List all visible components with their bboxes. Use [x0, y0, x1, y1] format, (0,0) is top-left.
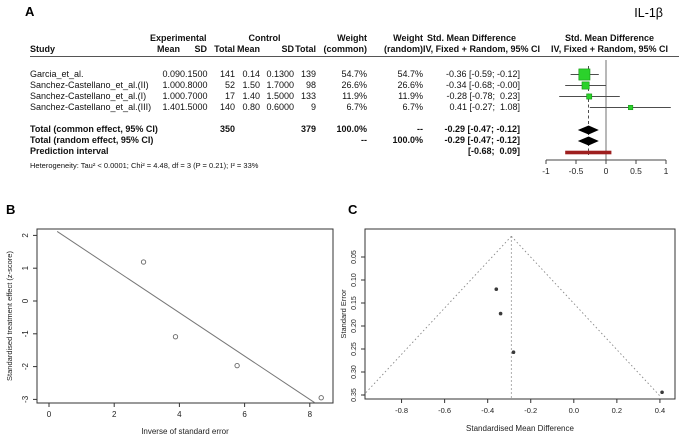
x-tick-label: 0.2 — [611, 406, 623, 415]
plot-box — [365, 229, 675, 399]
y-tick-label: 0.25 — [351, 342, 358, 356]
cell-e-sd: 0.1500 — [180, 69, 208, 79]
total-random-w-random: 100.0% — [392, 135, 423, 145]
prediction-interval-smd: [-0.68; 0.09] — [467, 146, 520, 156]
x-tick-label: 0 — [603, 166, 609, 176]
cell-e-total: 17 — [224, 91, 235, 101]
cell-w-random: 54.7% — [397, 69, 423, 79]
y-tick-label: 0 — [21, 298, 30, 304]
forest-plot — [540, 58, 679, 186]
x-tick-label: -0.2 — [524, 406, 538, 415]
data-point — [235, 363, 239, 367]
y-tick-label: 0.20 — [351, 319, 358, 333]
x-tick-label: 0.5 — [630, 166, 642, 176]
cell-w-random: 6.7% — [402, 102, 423, 112]
study-square — [579, 69, 590, 80]
heterogeneity-note: Heterogeneity: Tau² < 0.0001; Chi² = 4.48, df = 3 (P = 0.21); I² = 33% — [30, 161, 259, 170]
data-point — [141, 260, 145, 264]
cell-e-sd: 0.8000 — [180, 80, 208, 90]
forest-header-smd: Std. Mean Difference — [564, 33, 655, 43]
spacer-cell — [294, 146, 316, 157]
total-random-smd: -0.29 [-0.47; -0.12] — [444, 135, 520, 145]
cell-w-random: 26.6% — [397, 80, 423, 90]
cell-c-total: 133 — [300, 91, 316, 101]
x-tick-label: 8 — [307, 410, 313, 419]
table-row-study: Sanchez-Castellano_et_al.(I) — [30, 91, 147, 101]
cell-c-mean: 1.50 — [242, 80, 260, 90]
cell-smd: 0.41 [-0.27; 1.08] — [449, 102, 520, 112]
cell-smd: -0.34 [-0.68; -0.00] — [445, 80, 520, 90]
header-weight-common-2: (common) — [323, 44, 367, 54]
total-random-label: Total (random effect, 95% CI) — [30, 135, 154, 145]
table-row-study: Garcia_et_al. — [30, 69, 84, 79]
cell-w-common: 6.7% — [346, 102, 367, 112]
spacer-cell — [316, 146, 367, 157]
forest-header-model: IV, Fixed + Random, 95% CI — [551, 44, 668, 54]
spacer-cell — [235, 124, 260, 135]
x-tick-label: -0.6 — [438, 406, 452, 415]
cell-w-common: 54.7% — [341, 69, 367, 79]
header-ctl-total: Total — [295, 44, 316, 54]
cell-c-sd: 0.6000 — [266, 102, 294, 112]
x-axis-title: Inverse of standard error — [141, 427, 229, 436]
cell-c-total: 139 — [300, 69, 316, 79]
study-square — [587, 94, 592, 99]
study-square — [582, 82, 589, 89]
header-exp-sd: SD — [194, 44, 207, 54]
y-tick-label: 0.10 — [351, 273, 358, 287]
cell-w-common: 11.9% — [342, 91, 367, 101]
header-weight-common-1: Weight — [337, 33, 367, 43]
data-point — [499, 312, 503, 316]
y-tick-label: 0.35 — [351, 388, 358, 402]
x-tick-label: -0.8 — [395, 406, 409, 415]
y-tick-label: -3 — [21, 395, 30, 403]
total-common-e-total: 350 — [219, 124, 235, 134]
total-common-c-total: 379 — [300, 124, 316, 134]
data-point — [494, 287, 498, 291]
table-row-study: Sanchez-Castellano_et_al.(III) — [30, 102, 152, 112]
cell-c-mean: 1.40 — [242, 91, 260, 101]
study-square — [628, 105, 632, 109]
table-row-study: Sanchez-Castellano_et_al.(II) — [30, 80, 149, 90]
data-point — [173, 335, 177, 339]
header-rule — [30, 56, 679, 57]
figure-title-il1b: IL-1β — [634, 6, 663, 20]
cell-e-mean: 1.40 — [162, 102, 180, 112]
spacer-cell — [207, 146, 235, 157]
funnel-right-bound — [511, 236, 660, 396]
x-tick-label: 6 — [242, 410, 247, 419]
y-tick-label: 0.15 — [351, 296, 358, 310]
x-tick-label: 0.0 — [568, 406, 580, 415]
totals-gap — [30, 113, 520, 124]
header-exp-mean: Mean — [156, 44, 180, 54]
x-tick-label: -1 — [542, 166, 550, 176]
cell-smd: -0.28 [-0.78; 0.23] — [446, 91, 520, 101]
pooled-diamond — [578, 137, 599, 146]
spacer-cell — [294, 33, 316, 44]
header-smd-1: Std. Mean Difference — [426, 33, 517, 43]
header-smd-2: IV, Fixed + Random, 95% CI — [423, 44, 540, 54]
data-point — [319, 396, 323, 400]
header-ctl-mean: Mean — [236, 44, 260, 54]
cell-c-sd: 1.5000 — [266, 91, 294, 101]
cell-e-total: 140 — [219, 102, 235, 112]
y-tick-label: -2 — [21, 363, 30, 371]
cell-e-mean: 1.00 — [162, 91, 180, 101]
total-common-label: Total (common effect, 95% CI) — [30, 124, 158, 134]
cell-c-total: 98 — [305, 80, 316, 90]
y-tick-label: -1 — [21, 330, 30, 338]
spacer-cell — [260, 135, 294, 146]
header-study: Study — [30, 44, 56, 54]
cell-smd: -0.36 [-0.59; -0.12] — [445, 69, 520, 79]
y-axis-title: Standardised treatment effect (z-score) — [5, 251, 14, 381]
data-point — [660, 390, 664, 394]
regression-line — [57, 231, 315, 402]
cell-c-sd: 1.7000 — [266, 80, 294, 90]
prediction-interval-bar — [565, 151, 611, 155]
spacer-cell — [260, 146, 294, 157]
y-tick-label: 0.30 — [351, 365, 358, 379]
spacer-cell — [235, 135, 260, 146]
total-common-w-random: -- — [417, 124, 423, 134]
cell-c-mean: 0.80 — [242, 102, 260, 112]
x-tick-label: 0.4 — [654, 406, 666, 415]
x-tick-label: 1 — [663, 166, 669, 176]
spacer-cell — [207, 135, 235, 146]
data-point — [512, 350, 516, 354]
total-random-w-common: -- — [361, 135, 367, 145]
x-tick-label: 4 — [177, 410, 182, 419]
prediction-interval-label: Prediction interval — [30, 146, 109, 156]
cell-c-sd: 0.1300 — [266, 69, 294, 79]
y-tick-label: 2 — [21, 233, 30, 238]
x-tick-label: -0.4 — [481, 406, 495, 415]
header-ctl-sd: SD — [281, 44, 294, 54]
cell-e-total: 52 — [224, 80, 235, 90]
panel-c-label: C — [348, 202, 358, 217]
cell-c-total: 9 — [310, 102, 316, 112]
panel-b-label: B — [6, 202, 16, 217]
spacer-cell — [294, 135, 316, 146]
total-common-w-common: 100.0% — [336, 124, 367, 134]
y-tick-label: 0.05 — [351, 250, 358, 264]
header-gap — [30, 55, 520, 69]
spacer-cell — [367, 146, 423, 157]
funnel-left-bound — [363, 236, 512, 396]
header-exp-total: Total — [214, 44, 235, 54]
pooled-diamond — [578, 126, 599, 135]
y-tick-label: 1 — [21, 265, 30, 271]
header-experimental: Experimental — [150, 33, 207, 43]
x-axis-title: Standardised Mean Difference — [466, 424, 574, 433]
funnel-plot-c — [340, 212, 679, 440]
cell-e-total: 141 — [219, 69, 235, 79]
cell-e-mean: 1.00 — [162, 80, 180, 90]
cell-e-sd: 1.5000 — [180, 102, 208, 112]
radial-plot-b — [0, 212, 340, 440]
spacer-cell — [30, 33, 150, 44]
x-tick-label: 0 — [46, 410, 52, 419]
cell-e-mean: 0.09 — [162, 69, 180, 79]
total-common-smd: -0.29 [-0.47; -0.12] — [444, 124, 520, 134]
cell-w-random: 11.9% — [398, 91, 423, 101]
cell-c-mean: 0.14 — [242, 69, 260, 79]
y-axis-title: Standard Error — [339, 289, 348, 339]
header-weight-random-1: Weight — [393, 33, 423, 43]
cell-w-common: 26.6% — [341, 80, 367, 90]
spacer-cell — [235, 146, 260, 157]
panel-a-label: A — [25, 4, 35, 19]
cell-e-sd: 0.7000 — [180, 91, 208, 101]
header-weight-random-2: (random) — [384, 44, 423, 54]
header-control: Control — [248, 33, 281, 43]
x-tick-label: -0.5 — [568, 166, 584, 176]
forest-table — [30, 33, 540, 170]
spacer-cell — [260, 124, 294, 135]
x-tick-label: 2 — [111, 410, 117, 419]
